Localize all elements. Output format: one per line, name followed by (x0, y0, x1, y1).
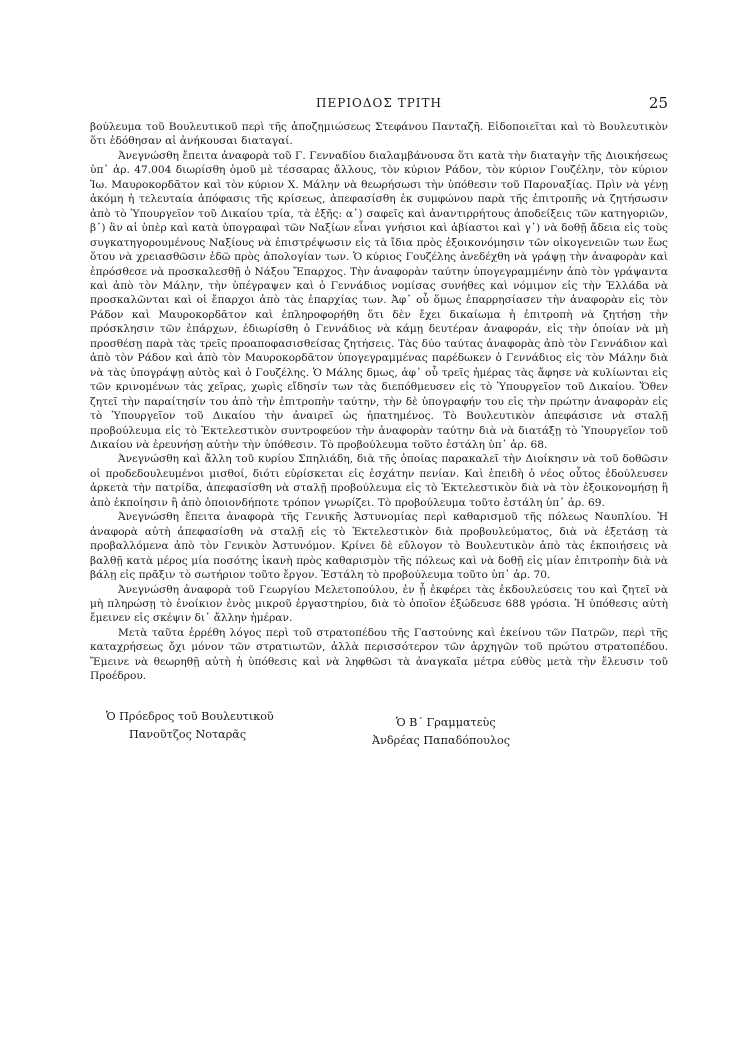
running-title: ΠΕΡΙΟΔΟΣ ΤΡΙΤΗ (316, 96, 442, 110)
paragraph-continuation: βούλευμα τοῦ Βουλευτικοῦ περὶ τῆς ἀποζημιώσεως Στεφάνου Πανταζῆ. Εἰδοποιεῖται καὶ τὸ Βουλευτικὸν ὅτι ἐδόθησαν αἱ ἀνήκουσαι διαταγαί. (90, 121, 668, 148)
paragraph-police-report: Ἀνεγνώσθη ἔπειτα ἀναφορὰ τῆς Γενικῆς Ἀστυνομίας περὶ καθαρισμοῦ τῆς πόλεως Ναυπλίου. Ἡ ἀναφορὰ αὐτὴ ἀπεφασίσθη νὰ σταλῇ εἰς τὸ Ἐκτελεστικὸν διὰ προβουλεύματος, διὰ νὰ ἐξετάσῃ τὰ προβαλλόμενα ἀπὸ τὸν Γενικὸν Ἀστυνόμον. Κρίνει δὲ εὔλογον τὸ Βουλευτικὸν ἀπὸ τὰς ἐκποιήσεις νὰ βαλθῇ κατὰ μέρος μία ποσότης ἱκανὴ πρὸς καθαρισμὸν τῆς πόλεως καὶ νὰ δοθῇ εἰς μίαν ἐπιτροπὴν διὰ νὰ βάλῃ εἰς πρᾶξιν τὸ σωτήριον τοῦτο ἔργον. Ἐστάλη τὸ προβούλευμα τοῦτο ὑπ᾽ ἀρ. 70. (90, 511, 668, 582)
paragraph-gennadios-report: Ἀνεγνώσθη ἔπειτα ἀναφορὰ τοῦ Γ. Γενναδίου διαλαμβάνουσα ὅτι κατὰ τὴν διαταγὴν τῆς Διοικήσεως ὑπ᾽ ἀρ. 47.004 διωρίσθη ὁμοῦ μὲ τέσσαρας ἄλλους, τὸν κύριον Ράδον, τὸν κύριον Γουζέλην, τὸν κύριον Ἰω. Μαυροκορδᾶτον καὶ τὸν κύριον Χ. Μάλην νὰ θεωρήσωσι τὴν ὑπόθεσιν τοῦ Παροναξίας. Πρὶν νὰ γένῃ ἀκόμη ἡ τελευταία ἀπόφασις τῆς κρίσεως, ἀπεφασίσθη ἐκ συμφώνου παρὰ τῆς ἐπιτροπῆς νὰ ζητήσωσιν ἀπὸ τὸ Ὑπουργεῖον τοῦ Δικαίου τρία, τὰ ἐξῆς: α᾽) σαφεῖς καὶ ἀναντιρρήτους ἀποδείξεις τῶν κατηγοριῶν, β᾽) ἂν αἱ ὑπὲρ καὶ κατὰ ὑπογραφαὶ τῶν Ναξίων εἶναι γνήσιοι καὶ ἀβίαστοι καὶ γ᾽) νὰ δοθῇ ἄδεια εἰς τοὺς συγκατηγορουμένους Ναξίους νὰ ἐπιστρέψωσιν εἰς τὰ ἴδια πρὸς ἐξοικονόμησιν τῶν οἰκογενειῶν των ἕως ὅτου νὰ χρειασθῶσιν ἐδῶ πρὸς ἀπολογίαν των. Ὁ κύριος Γουζέλης ἀνεδέχθη νὰ γράψῃ τὴν ἀναφορὰν καὶ ἐπρόσθεσε νὰ προσκαλεσθῇ ὁ Νάξου Ἔπαρχος. Τὴν ἀναφορὰν ταύτην ὑπογεγραμμένην ἀπὸ τὸν γράψαντα καὶ ἀπὸ τὸν Μάλην, τὴν ὑπέγραψεν καὶ ὁ Γεννάδιος νομίσας συνήθες καὶ νόμιμον εἰς τὴν Ἑλλάδα νὰ προσκαλῶνται καὶ οἱ ἔπαρχοι ἀπὸ τὰς ἐπαρχίας των. Ἀφ᾽ οὗ ὅμως ἐπαρρησίασεν τὴν ἀναφορὰν εἰς τὸν Ράδον καὶ Μαυροκορδᾶτον καὶ ἐπληροφορήθη ὅτι δὲν ἔχει δικαίωμα ἡ ἐπιτροπὴ νὰ ζητήσῃ τὴν πρόσκλησιν τῶν ἐπάρχων, ἐδιωρίσθη ὁ Γεννάδιος νὰ κάμῃ δευτέραν ἀναφοράν, εἰς τὴν ὁποίαν νὰ μὴ προσθέσῃ παρὰ τὰς τρεῖς προαποφασισθείσας ζητήσεις. Τὰς δύο ταύτας ἀναφορὰς ἀπὸ τὸν Γεννάδιον καὶ ἀπὸ τὸν Ράδον καὶ ἀπὸ τὸν Μαυροκορδᾶτον ὑπογεγραμμένας παρέδωκεν ὁ Γεννάδιος εἰς τὸν Μάλην διὰ νὰ τὰς ὑπογράψῃ αὐτὸς καὶ ὁ Γουζέλης. Ὁ Μάλης δμως, ἀφ᾽ οὗ τρεῖς ἡμέρας τὰς ἄφησε νὰ κυλίωνται εἰς τῶν κρινομένων τὰς χεῖρας, χωρὶς εἴδησίν των τὰς διεπόθμευσεν εἰς τὸ Ὑπουργεῖον τοῦ Δικαίου. Ὅθεν ζητεῖ τὴν παραίτησίν του ἀπὸ τὴν ἐπιτροπὴν ταύτην, τὴν δὲ ὑπογραφήν του εἰς τὴν πρώτην ἀναφορὰν εἰς τὸ Ὑπουργεῖον τοῦ Δικαίου τὴν ἀναιρεῖ ὡς ἠπατημένος. Τὸ Βουλευτικὸν ἀπεφάσισε νὰ σταλῇ προβούλευμα εἰς τὸ Ἐκτελεστικὸν συντροφεύον τὴν ἀναφορὰν ταύτην διὰ νὰ διατάξῃ τὸ Ὑπουργεῖον τοῦ Δικαίου νὰ ἐρευνήσῃ αὐτὴν τὴν ὑπόθεσιν. Τὸ προβούλευμα τοῦτο ἐστάλη ὑπ᾽ ἀρ. 68. (90, 149, 668, 451)
signature-president-title: Ὁ Πρόεδρος τοῦ Βουλευτικοῦ (106, 709, 274, 723)
signature-president-name: Πανοῦτζος Νοταρᾶς (129, 727, 247, 741)
document-page (90, 94, 668, 1034)
signature-secretary-name: Ἀνδρέας Παπαδόπουλος (372, 733, 511, 747)
paragraph-military-camps: Μετὰ ταῦτα ἐρρέθη λόγος περὶ τοῦ στρατοπέδου τῆς Γαστούνης καὶ ἐκείνου τῶν Πατρῶν, περὶ τῆς καταχρήσεως ὄχι μόνον τῶν στρατιωτῶν, ἀλλὰ περισσότερον τῶν ἀρχηγῶν τοῦ πρώτου στρατοπέδου. Ἔμεινε νὰ θεωρηθῇ αὐτὴ ἡ ὑπόθεσις καὶ νὰ ληφθῶσι τὰ ἀναγκαῖα μέτρα εὐθὺς μετὰ τὴν ἔλευσιν τοῦ Προέδρου. (90, 626, 668, 683)
signature-president (106, 708, 274, 744)
running-header (90, 94, 668, 114)
signature-block (90, 708, 668, 768)
paragraph-meletopoulos-request: Ἀνεγνώσθη ἀναφορὰ τοῦ Γεωργίου Μελετοπούλου, ἐν ᾗ ἐκφέρει τὰς ἐκδουλεύσεις του καὶ ζητεῖ νὰ μὴ πληρώσῃ τὸ ἐνοίκιον ἑνὸς μικροῦ ἐργαστηρίου, διὰ τὸ ὁποῖον ἐξώδευσε 688 γρόσια. Ἡ ὑπόθεσις αὐτὴ ἔμεινεν εἰς σκέψιν δι᾽ ἄλλην ἡμέραν. (90, 583, 668, 625)
paragraph-spiliadis-request: Ἀνεγνώσθη καὶ ἄλλη τοῦ κυρίου Σπηλιάδη, διὰ τῆς ὁποίας παρακαλεῖ τὴν Διοίκησιν νὰ τοῦ δοθῶσιν οἱ προδεδουλευμένοι μισθοί, διότι εὑρίσκεται εἰς ἐσχάτην πενίαν. Καὶ ἐπειδὴ ὁ νέος οὗτος ἐδούλευσεν ἀρκετὰ τὴν πατρίδα, ἀπεφασίσθη νὰ σταλῇ προβούλευμα εἰς τὸ Ἐκτελεστικὸν διὰ νὰ τὸν ἐξοικονομήσῃ ἢ ἀπὸ ἐκποίησιν ἢ ἀπὸ ὁποιονδήποτε τρόπον γνωρίζει. Τὸ προβούλευμα τοῦτο ἐστάλη ὑπ᾽ ἀρ. 69. (90, 453, 668, 509)
signature-secretary (372, 714, 510, 750)
body-text (90, 120, 668, 684)
signature-secretary-title: Ὁ Β΄ Γραμματεὺς (396, 715, 496, 729)
page-number: 25 (648, 94, 668, 112)
